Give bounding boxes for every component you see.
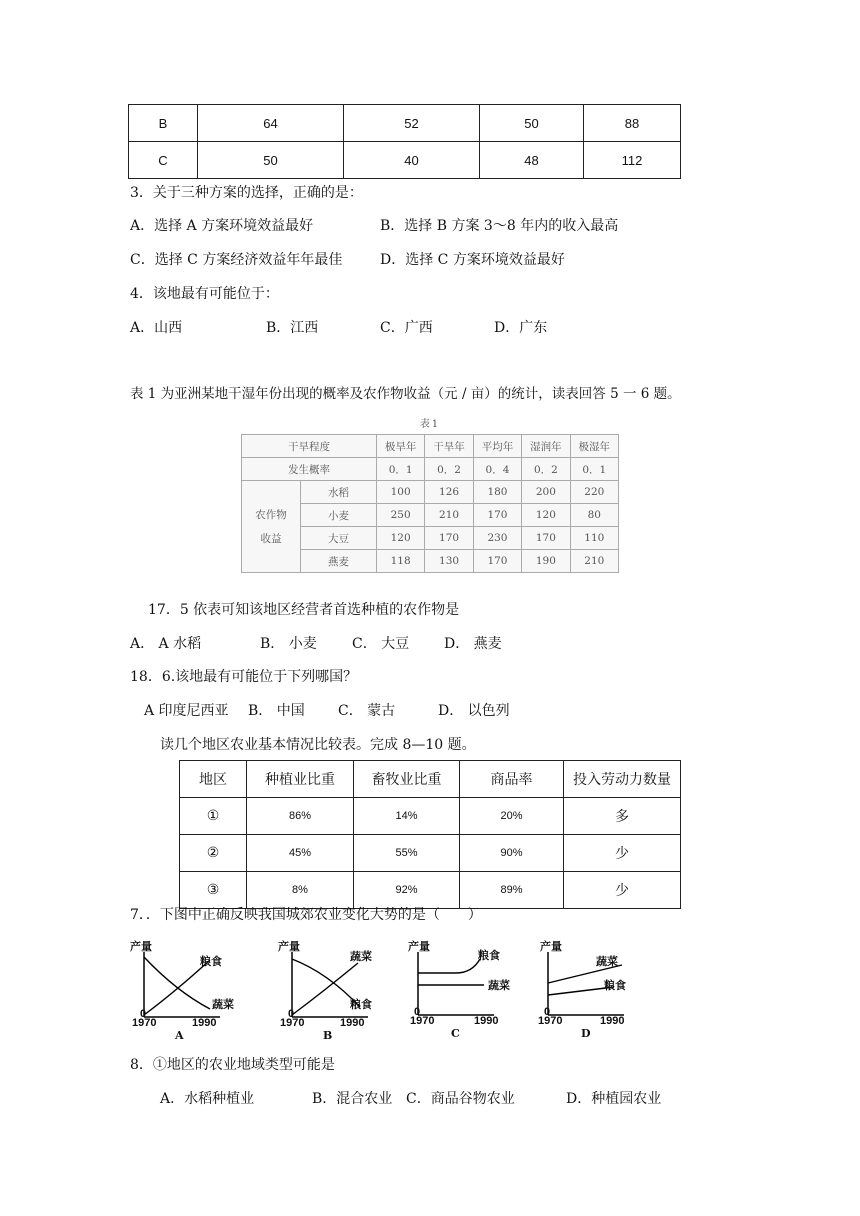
table-header: 平均年 bbox=[473, 435, 521, 458]
q8-option-a: A．水稻种植业 bbox=[160, 1091, 255, 1107]
q18-option-c: C． 蒙古 bbox=[338, 703, 396, 719]
table-cell: 250 bbox=[376, 504, 424, 527]
table-cell: B bbox=[129, 105, 198, 142]
table-row bbox=[180, 872, 681, 909]
table-cell: 220 bbox=[570, 481, 618, 504]
q3-option-d: D．选择 C 方案环境效益最好 bbox=[380, 252, 565, 268]
table-cell: 170 bbox=[425, 527, 473, 550]
table-cell: 230 bbox=[473, 527, 521, 550]
table-cell: 0．2 bbox=[425, 458, 473, 481]
table-cell: 120 bbox=[522, 504, 570, 527]
graph-origin: 0 bbox=[288, 1008, 295, 1020]
table-cell: 0．1 bbox=[376, 458, 424, 481]
table-header: 干旱年 bbox=[425, 435, 473, 458]
table1-intro: 表 1 为亚洲某地干湿年份出现的概率及农作物收益（元 / 亩）的统计，读表回答 5 一 6 题。 bbox=[130, 386, 681, 402]
graph-origin: 0 bbox=[140, 1008, 147, 1020]
table-cell: ③ bbox=[180, 872, 247, 909]
table-cell: 50 bbox=[198, 142, 344, 179]
q4-stem: 4．该地最有可能位于： bbox=[130, 286, 279, 302]
q8-option-b: B．混合农业 bbox=[312, 1091, 393, 1107]
graph-label-grain: 粮食 bbox=[200, 955, 222, 968]
table-row bbox=[129, 142, 681, 179]
q4-option-d: D．广东 bbox=[494, 320, 548, 336]
table-row bbox=[242, 458, 619, 481]
q17-option-c: C． 大豆 bbox=[352, 636, 410, 652]
q18-stem: 18．6.该地最有可能位于下列哪国？ bbox=[130, 669, 358, 685]
table-cell: 88 bbox=[584, 105, 681, 142]
table-cell: 大豆 bbox=[301, 527, 377, 550]
q18-option-d: D． 以色列 bbox=[438, 703, 510, 719]
table-cell: 45% bbox=[247, 835, 354, 872]
table-row bbox=[180, 798, 681, 835]
table-header: 种植业比重 bbox=[247, 761, 354, 798]
table-cell: 126 bbox=[425, 481, 473, 504]
graph-d bbox=[540, 935, 660, 1045]
table-header: 地区 bbox=[180, 761, 247, 798]
q17-stem: 17．5 依表可知该地区经营者首选种植的农作物是 bbox=[148, 602, 460, 618]
table2-intro: 读几个地区农业基本情况比较表。完成 8—10 题。 bbox=[160, 737, 476, 753]
table-cell: 0．2 bbox=[522, 458, 570, 481]
graph-y-label: 产量 bbox=[278, 940, 300, 953]
graph-label-grain: 粮食 bbox=[478, 949, 500, 962]
graph-origin: 0 bbox=[544, 1006, 551, 1018]
table-cell: 燕麦 bbox=[301, 550, 377, 573]
q4-option-b: B．江西 bbox=[266, 320, 319, 336]
graph-letter: B bbox=[323, 1029, 333, 1042]
table-cell: 0．1 bbox=[570, 458, 618, 481]
graph-label-vegetables: 蔬菜 bbox=[596, 955, 618, 968]
graph-letter: C bbox=[451, 1027, 460, 1040]
q3-option-a: A．选择 A 方案环境效益最好 bbox=[130, 218, 314, 234]
q7-stem: 7．．下图中正确反映我国城郊农业变化大势的是（ ） bbox=[130, 907, 482, 923]
graph-x-start: 1970 bbox=[410, 1015, 435, 1027]
q17-option-a: A． A 水稻 bbox=[130, 636, 202, 652]
table-cell: ① bbox=[180, 798, 247, 835]
table-cell: 190 bbox=[522, 550, 570, 573]
group-label-line: 收益 bbox=[260, 532, 282, 545]
table-header: 商品率 bbox=[460, 761, 564, 798]
table-cell: 180 bbox=[473, 481, 521, 504]
table-cell: 80 bbox=[570, 504, 618, 527]
table-cell: 少 bbox=[564, 835, 681, 872]
table-cell: 170 bbox=[473, 550, 521, 573]
region-agriculture-table bbox=[179, 760, 681, 909]
graph-letter: A bbox=[175, 1029, 184, 1042]
q17-option-d: D． 燕麦 bbox=[444, 636, 502, 652]
table-cell: 170 bbox=[522, 527, 570, 550]
table-cell: 200 bbox=[522, 481, 570, 504]
table-cell: 110 bbox=[570, 527, 618, 550]
table-header: 极旱年 bbox=[376, 435, 424, 458]
table1-caption: 表1 bbox=[419, 419, 441, 430]
table-cell: 发生概率 bbox=[242, 458, 377, 481]
q4-option-a: A．山西 bbox=[130, 320, 183, 336]
table-cell: 86% bbox=[247, 798, 354, 835]
graph-y-label: 产量 bbox=[540, 940, 562, 953]
graph-x-end: 1990 bbox=[474, 1015, 499, 1027]
graph-label-vegetables: 蔬菜 bbox=[488, 979, 510, 992]
graph-label-grain: 粮食 bbox=[350, 998, 372, 1011]
table-cell: 118 bbox=[376, 550, 424, 573]
q3-option-c: C．选择 C 方案经济效益年年最佳 bbox=[130, 252, 343, 268]
q4-option-c: C．广西 bbox=[380, 320, 433, 336]
table-cell: 170 bbox=[473, 504, 521, 527]
graph-label-vegetables: 蔬菜 bbox=[350, 950, 372, 963]
graph-y-label: 产量 bbox=[130, 940, 152, 953]
table-header: 畜牧业比重 bbox=[354, 761, 460, 798]
scheme-table bbox=[128, 104, 681, 179]
table-cell: 52 bbox=[344, 105, 480, 142]
group-label-line: 农作物 bbox=[255, 508, 287, 521]
table-cell: 小麦 bbox=[301, 504, 377, 527]
graph-c-plot bbox=[408, 935, 528, 1045]
table-header-row bbox=[242, 435, 619, 458]
table-row bbox=[242, 481, 619, 504]
graph-x-start: 1970 bbox=[538, 1015, 563, 1027]
graph-x-start: 1970 bbox=[132, 1017, 157, 1029]
table-header: 湿润年 bbox=[522, 435, 570, 458]
table-cell: 8% bbox=[247, 872, 354, 909]
q8-option-c: C．商品谷物农业 bbox=[406, 1091, 515, 1107]
graph-origin: 0 bbox=[414, 1006, 421, 1018]
table-cell: 20% bbox=[460, 798, 564, 835]
q3-option-b: B．选择 B 方案 3～8 年内的收入最高 bbox=[380, 218, 619, 234]
graph-a bbox=[130, 935, 250, 1045]
q18-option-b: B． 中国 bbox=[248, 703, 305, 719]
graph-label-vegetables: 蔬菜 bbox=[212, 998, 234, 1011]
table-cell: 210 bbox=[570, 550, 618, 573]
table-cell: 112 bbox=[584, 142, 681, 179]
q8-stem: 8．①地区的农业地域类型可能是 bbox=[130, 1057, 335, 1073]
q3-stem: 3．关于三种方案的选择，正确的是： bbox=[130, 185, 363, 201]
table-cell: 14% bbox=[354, 798, 460, 835]
q18-option-a: A 印度尼西亚 bbox=[144, 703, 229, 719]
graph-d-plot bbox=[540, 935, 660, 1045]
table-cell: 48 bbox=[480, 142, 584, 179]
table-cell: 89% bbox=[460, 872, 564, 909]
graph-x-start: 1970 bbox=[280, 1017, 305, 1029]
table-cell: 64 bbox=[198, 105, 344, 142]
table-cell: 40 bbox=[344, 142, 480, 179]
table-row bbox=[129, 105, 681, 142]
table-cell: 多 bbox=[564, 798, 681, 835]
graph-x-end: 1990 bbox=[600, 1015, 625, 1027]
table-cell: 0．4 bbox=[473, 458, 521, 481]
q8-option-d: D．种植园农业 bbox=[566, 1091, 662, 1107]
table-cell: 210 bbox=[425, 504, 473, 527]
table-cell: 100 bbox=[376, 481, 424, 504]
table-cell: ② bbox=[180, 835, 247, 872]
table-cell: 55% bbox=[354, 835, 460, 872]
table-cell: 92% bbox=[354, 872, 460, 909]
table-header: 极湿年 bbox=[570, 435, 618, 458]
table-cell: 120 bbox=[376, 527, 424, 550]
graph-b bbox=[278, 935, 398, 1045]
graph-c bbox=[408, 935, 528, 1045]
table-group-label bbox=[242, 481, 301, 573]
q17-option-b: B． 小麦 bbox=[260, 636, 317, 652]
table1 bbox=[241, 415, 619, 573]
table-header-row bbox=[180, 761, 681, 798]
table-cell: 水稻 bbox=[301, 481, 377, 504]
table-row bbox=[180, 835, 681, 872]
table-cell: C bbox=[129, 142, 198, 179]
graph-label-grain: 粮食 bbox=[604, 979, 626, 992]
graph-letter: D bbox=[581, 1027, 591, 1040]
table-cell: 50 bbox=[480, 105, 584, 142]
table-header: 投入劳动力数量 bbox=[564, 761, 681, 798]
crop-income-table bbox=[241, 434, 619, 573]
table-cell: 130 bbox=[425, 550, 473, 573]
graph-y-label: 产量 bbox=[408, 940, 430, 953]
table-cell: 90% bbox=[460, 835, 564, 872]
table-cell: 少 bbox=[564, 872, 681, 909]
graph-x-end: 1990 bbox=[192, 1017, 217, 1029]
graph-x-end: 1990 bbox=[340, 1017, 365, 1029]
table-header: 干旱程度 bbox=[242, 435, 377, 458]
